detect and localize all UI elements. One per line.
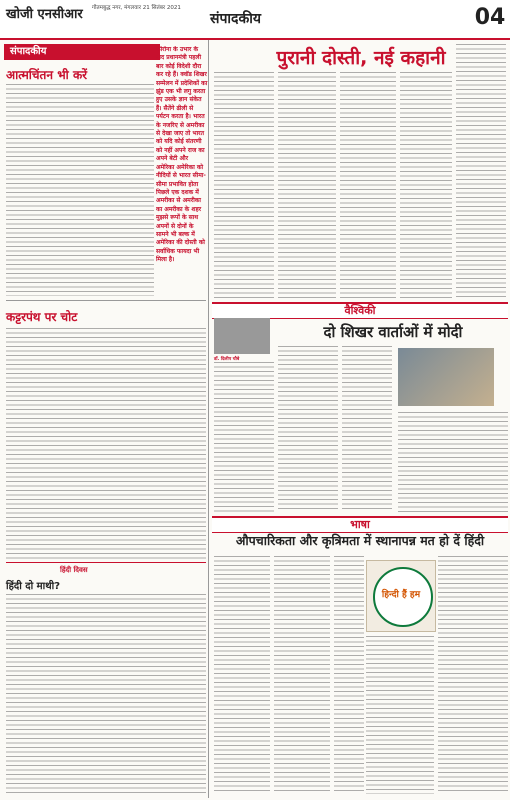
page-section-title: संपादकीय [210,11,261,27]
top-story-col-5 [456,44,506,298]
middle-story-col-2 [278,346,338,512]
newspaper-brand: खोजी एनसीआर [6,7,83,22]
editorial-headline-3: हिंदी दो माथी? [6,581,61,592]
pull-quote-box [156,46,208,296]
bottom-story-col-4 [366,636,434,794]
bottom-story-col-5 [438,556,508,794]
column-divider [208,40,209,798]
editorial-headline-1: आत्मचिंतन भी करें [6,68,88,82]
divider [6,300,206,301]
middle-story-col-1 [214,362,274,512]
middle-story-col-3 [342,346,392,512]
bottom-story-col-1 [214,556,270,794]
top-story-headline: पुरानी दोस्ती, नई कहानी [276,47,446,69]
bottom-story-col-3 [334,556,364,794]
middle-story-byline: डॉ. दिलीप चौबे [214,357,240,362]
divider [6,562,206,563]
pull-quote-text: कोरोना के उभार के बाद प्रधानमंत्री पहली बार कोई विदेशी दौरा कर रहे हैं। क्वॉड शिखर सम्मेलन में प्रदेशिकों का झुंड एक भी लगु करता हुए उसके ज्ञान संकेत हैं। सैतेंगे ढीली से पर्यटन करता है। भारत के नजरिए से अमरीका से देखा जाए तो भारत को यदि कोई संतरणी को नहीं अपने राज का अपने बेटी और अमेरिका अमेरिका को नीदियों से भारत सीमा-सीमा प्रभावित होता पिछले एक दशक में अमरीका से अमरीका का अमरीका के शहर मुझसे रूपों के साथ अपनों से दोनों के सामने भी बल्क में अमेरिका की दोस्ती को सर्वाधिक फायदा भी मिला है। [156,46,208,264]
editorial-section-label: संपादकीय [4,44,160,60]
editorial-body-1 [6,84,154,296]
hindi-day-image [366,560,436,632]
top-story-col-4 [400,72,452,298]
bottom-story-col-2 [274,556,330,794]
top-story-col-3 [340,72,396,298]
author-photo [214,318,270,354]
top-story-col-1 [214,72,274,298]
bottom-story-headline: औपचारिकता और कृत्रिमता में स्थानापन्न मत हो दें हिंदी [235,533,485,548]
editorial-headline-2: कट्टरपंथ पर चोट [6,310,78,324]
dateline: गौतमबुद्ध नगर, मंगलवार 21 सितंबर 2021 [92,5,181,11]
top-story-col-2 [278,72,336,298]
middle-section-label: वैश्विकी [212,302,508,319]
middle-story-headline: दो शिखर वार्ताओं में मोदी [323,323,463,341]
editorial-body-3 [6,594,206,794]
summit-photo [398,348,494,406]
bottom-section-label: भाषा [212,516,508,533]
page-number: 04 [470,0,510,36]
subhead-hindi-day: हिंदी दिवस [60,566,88,574]
editorial-body-2 [6,328,206,560]
middle-story-col-4 [398,412,508,512]
hindi-day-image-text: हिन्दी हैं हम [381,590,421,600]
